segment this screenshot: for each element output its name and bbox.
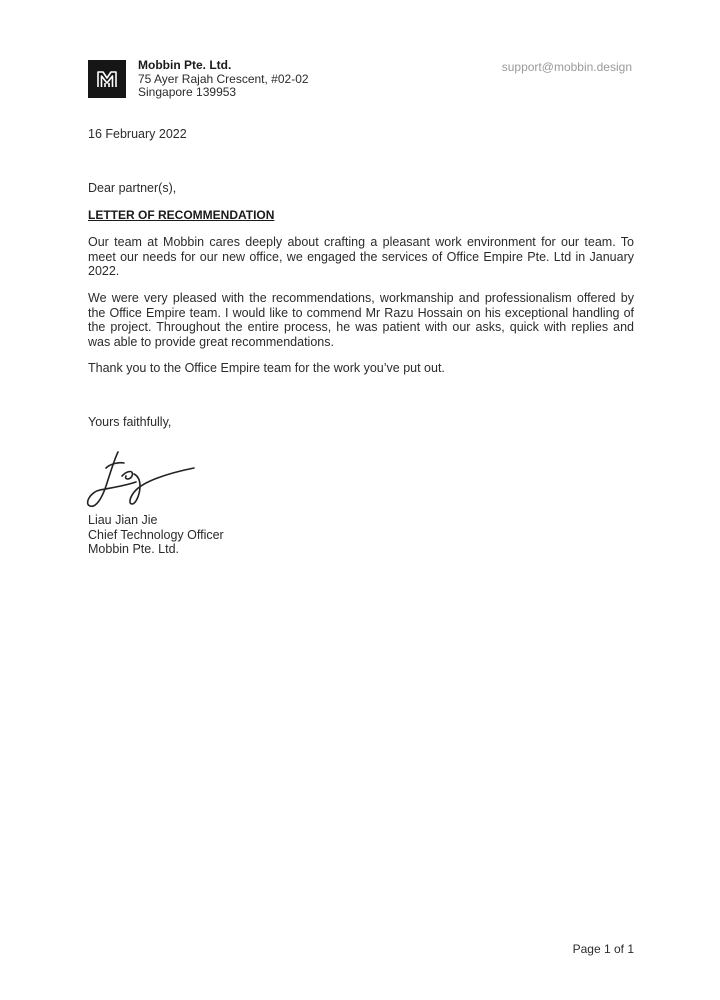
handwritten-signature: [84, 446, 204, 516]
signer-name: Liau Jian Jie: [88, 513, 158, 527]
mobbin-logo-icon: [88, 60, 126, 98]
page-number: Page 1 of 1: [572, 942, 634, 956]
address-line-2: Singapore 139953: [138, 85, 237, 99]
company-address-block: [138, 59, 309, 100]
letter-date: 16 February 2022: [88, 127, 187, 141]
paragraph-3: Thank you to the Office Empire team for the work you’ve put out.: [88, 361, 445, 375]
signer-title: Chief Technology Officer: [88, 527, 224, 542]
address-line-1: 75 Ayer Rajah Crescent, #02-02: [138, 71, 309, 86]
paragraph-1: Our team at Mobbin cares deeply about crafting a pleasant work environment for our team. To meet our needs for our new office, we engaged the services of Office Empire Pte. Ltd in January 2022.: [88, 235, 634, 279]
subject-heading: LETTER OF RECOMMENDATION: [88, 208, 275, 222]
closing-salutation: Yours faithfully,: [88, 415, 172, 429]
signer-block: [88, 513, 634, 557]
signer-company: Mobbin Pte. Ltd.: [88, 542, 180, 557]
greeting: Dear partner(s),: [88, 181, 177, 195]
paragraph-2: We were very pleased with the recommendations, workmanship and professionalism offered by the Office Empire team. I would like to commend Mr Razu Hossain on his exceptional handling of the project. Throughout the entire process, he was patient with our asks, quick with replies and was able to provide great recommendations.: [88, 291, 634, 349]
company-name: Mobbin Pte. Ltd.: [138, 58, 232, 72]
support-email: support@mobbin.design: [501, 60, 632, 74]
